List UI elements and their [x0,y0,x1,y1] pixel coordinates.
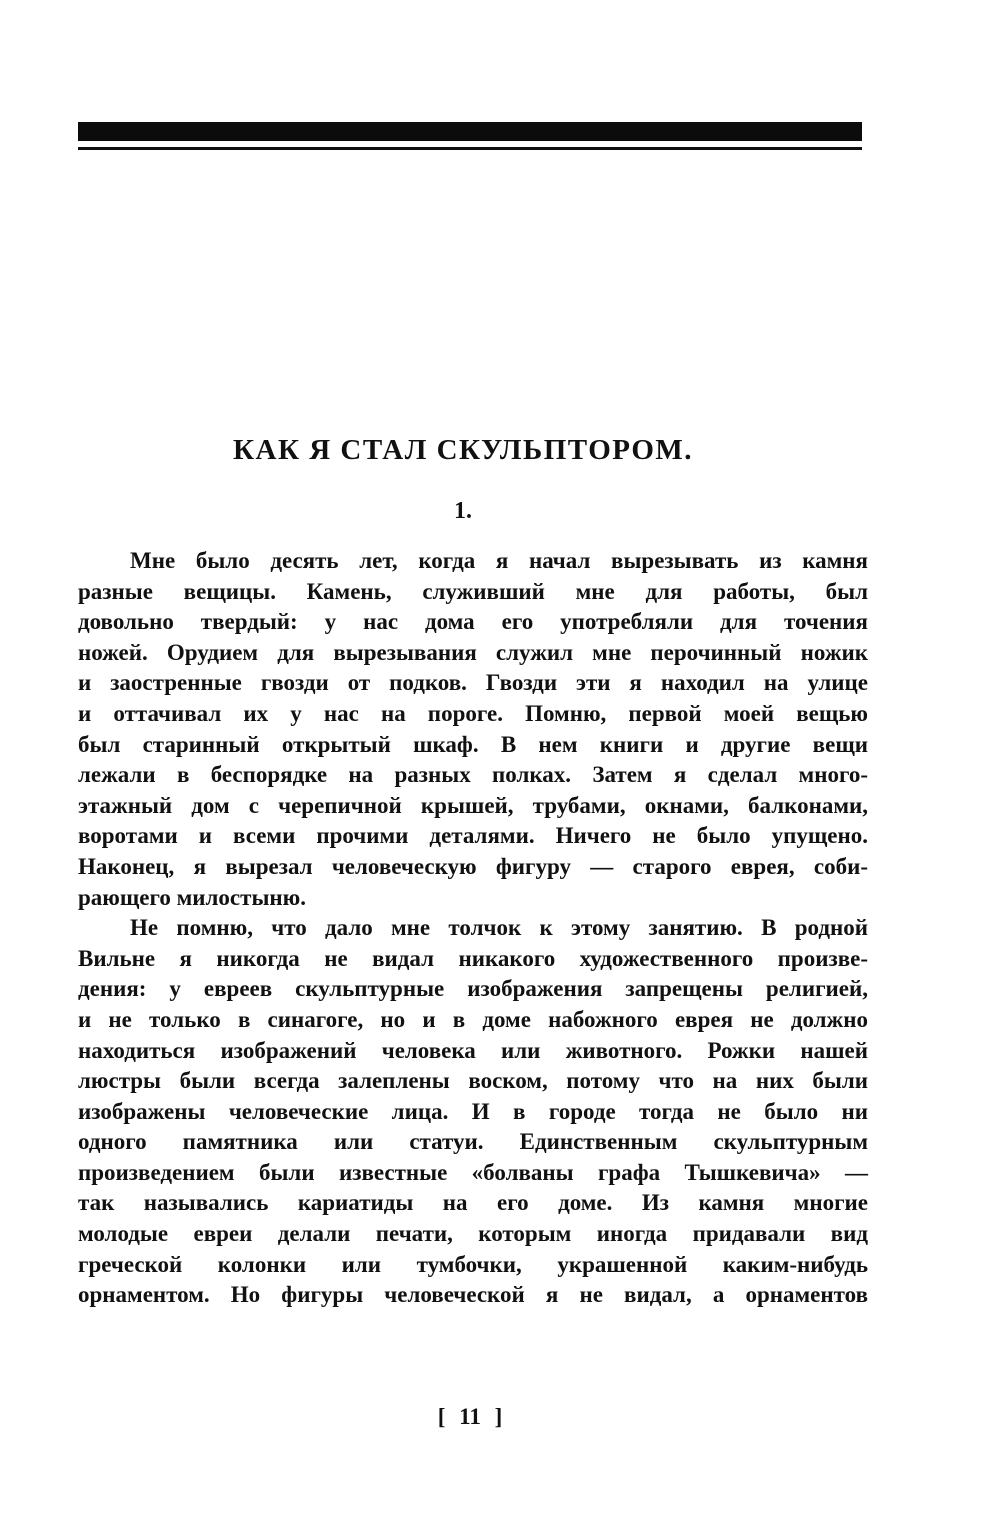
text-line: довольно твердый: у нас дома его употребляли для точения [78,609,868,635]
text-line: молодые евреи делали печати, которым иногда придавали вид [78,1221,868,1247]
chapter-title: КАК Я СТАЛ СКУЛЬПТОРОМ. [232,434,693,466]
header-rule-thick [78,122,862,141]
page-number: [ 11 ] [437,1404,503,1429]
text-line: рающего милостыню. [78,884,306,910]
text-line: так назывались кариатиды на его доме. Из камня многие [78,1190,868,1216]
text-line: произведением были известные «болваны графа Тышкевича» — [78,1159,868,1185]
text-line: лежали в беспорядке на разных полках. Затем я сделал много- [78,762,868,788]
text-line: орнаментом. Но фигуры человеческой я не видал, а орнаментов [78,1282,868,1308]
text-line: разные вещицы. Камень, служивший мне для работы, был [78,578,868,604]
text-line: и заостренные гвозди от подков. Гвозди эти я находил на улице [78,670,868,696]
text-line: этажный дом с черепичной крышей, трубами, окнами, балконами, [78,792,868,818]
text-line: люстры были всегда залеплены воском, потому что на них были [78,1068,868,1094]
text-line: был старинный открытый шкаф. В нем книги и другие вещи [78,731,868,757]
text-line: Вильне я никогда не видал никакого художественного произве- [78,945,868,971]
text-line: греческой колонки или тумбочки, украшенной каким-нибудь [78,1251,868,1277]
text-line: Наконец, я вырезал человеческую фигуру — старого еврея, соби- [78,853,868,879]
text-line: одного памятника или статуи. Единственным скульптурным [78,1129,868,1155]
text-line: находиться изображений человека или животного. Рожки нашей [78,1037,868,1063]
header-rule-thin [78,147,862,150]
paragraph [78,546,868,913]
text-line: и не только в синагоге, но и в доме набожного еврея не должно [78,1006,868,1032]
text-line: ножей. Орудием для вырезывания служил мне перочинный ножик [78,639,868,665]
text-line: Мне было десять лет, когда я начал вырезывать из камня [130,548,868,573]
section-number: 1. [454,498,472,524]
text-line: Не помню, что дало мне толчок к этому занятию. В родной [130,915,868,941]
text-line: и оттачивал их у нас на пороге. Помню, первой моей вещью [78,700,868,726]
body-text [78,546,868,1311]
text-line: дения: у евреев скульптурные изображения запрещены религией, [78,976,868,1002]
paragraph [78,913,868,1311]
text-line: изображены человеческие лица. И в городе тогда не было ни [78,1098,868,1124]
text-line: воротами и всеми прочими деталями. Ничего не было упущено. [78,823,868,849]
